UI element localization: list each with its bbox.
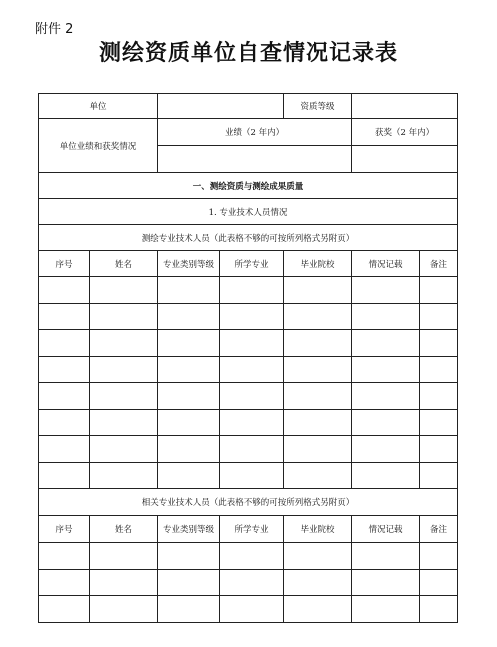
col-header: 毕业院校: [284, 251, 352, 277]
table-cell[interactable]: [284, 277, 352, 304]
table-cell[interactable]: [39, 277, 90, 304]
grade-label: 资质等级: [284, 94, 352, 119]
table-row: [39, 330, 458, 357]
table-cell[interactable]: [420, 356, 458, 383]
table-cell[interactable]: [158, 543, 220, 570]
table-cell[interactable]: [158, 462, 220, 489]
table-cell[interactable]: [158, 303, 220, 330]
table-cell[interactable]: [284, 436, 352, 463]
table-cell[interactable]: [420, 409, 458, 436]
table-cell[interactable]: [420, 383, 458, 410]
table-cell[interactable]: [39, 543, 90, 570]
table-cell[interactable]: [220, 462, 284, 489]
table-cell[interactable]: [39, 383, 90, 410]
table-cell[interactable]: [220, 277, 284, 304]
table-cell[interactable]: [284, 596, 352, 623]
table-cell[interactable]: [90, 356, 158, 383]
table-cell[interactable]: [39, 409, 90, 436]
unit-value-cell[interactable]: [158, 94, 284, 119]
table-row: [39, 462, 458, 489]
related-staff-rows: [39, 543, 458, 623]
col-header: 序号: [39, 251, 90, 277]
table-cell[interactable]: [352, 543, 420, 570]
col-header: 专业类别等级: [158, 516, 220, 543]
table-cell[interactable]: [158, 330, 220, 357]
table-cell[interactable]: [158, 277, 220, 304]
table-cell[interactable]: [284, 303, 352, 330]
col-header: 序号: [39, 516, 90, 543]
table-cell[interactable]: [90, 569, 158, 596]
table-cell[interactable]: [220, 409, 284, 436]
section-one-title: 一、测绘资质与测绘成果质量: [39, 173, 458, 199]
col-header: 情况记载: [352, 251, 420, 277]
table-cell[interactable]: [158, 383, 220, 410]
table-cell[interactable]: [352, 277, 420, 304]
table-cell[interactable]: [284, 462, 352, 489]
table-cell[interactable]: [420, 596, 458, 623]
table-cell[interactable]: [158, 569, 220, 596]
related-staff-caption: 相关专业技术人员（此表格不够的可按所列格式另附页）: [39, 489, 458, 516]
table-cell[interactable]: [39, 436, 90, 463]
table-cell[interactable]: [90, 409, 158, 436]
table-cell[interactable]: [420, 436, 458, 463]
table-cell[interactable]: [420, 303, 458, 330]
table-cell[interactable]: [220, 330, 284, 357]
col-header: 情况记载: [352, 516, 420, 543]
table-cell[interactable]: [220, 383, 284, 410]
self-check-form: [38, 93, 458, 623]
table-row: [39, 356, 458, 383]
table-cell[interactable]: [352, 596, 420, 623]
table-cell[interactable]: [220, 303, 284, 330]
survey-staff-rows: [39, 277, 458, 489]
table-cell[interactable]: [39, 303, 90, 330]
col-header: 所学专业: [220, 251, 284, 277]
performance-value-cell[interactable]: [158, 146, 352, 173]
table-cell[interactable]: [158, 409, 220, 436]
table-cell[interactable]: [284, 356, 352, 383]
col-header: 专业类别等级: [158, 251, 220, 277]
page-title: 测绘资质单位自查情况记录表: [98, 40, 398, 66]
table-row: [39, 277, 458, 304]
table-cell[interactable]: [284, 409, 352, 436]
table-cell[interactable]: [352, 383, 420, 410]
subsection-staff-title: 1. 专业技术人员情况: [39, 199, 458, 225]
table-row: [39, 543, 458, 570]
table-cell[interactable]: [352, 330, 420, 357]
col-header: 备注: [420, 251, 458, 277]
performance-label: 业绩（2 年内）: [158, 119, 352, 146]
table-cell[interactable]: [39, 356, 90, 383]
table-cell[interactable]: [158, 436, 220, 463]
col-header: 所学专业: [220, 516, 284, 543]
col-header: 备注: [420, 516, 458, 543]
table-cell[interactable]: [39, 462, 90, 489]
grade-value-cell[interactable]: [352, 94, 458, 119]
table-cell[interactable]: [158, 356, 220, 383]
col-header: 姓名: [90, 516, 158, 543]
table-cell[interactable]: [420, 330, 458, 357]
table-cell[interactable]: [90, 330, 158, 357]
table-cell[interactable]: [220, 436, 284, 463]
table-cell[interactable]: [220, 596, 284, 623]
table-cell[interactable]: [284, 383, 352, 410]
table-cell[interactable]: [420, 462, 458, 489]
table-cell[interactable]: [284, 330, 352, 357]
table-cell[interactable]: [90, 277, 158, 304]
table-cell[interactable]: [420, 277, 458, 304]
table-cell[interactable]: [220, 543, 284, 570]
table-row: [39, 303, 458, 330]
table-cell[interactable]: [90, 462, 158, 489]
table-row: [39, 383, 458, 410]
table-cell[interactable]: [420, 543, 458, 570]
table-cell[interactable]: [352, 436, 420, 463]
col-header: 姓名: [90, 251, 158, 277]
table-cell[interactable]: [352, 409, 420, 436]
table-cell[interactable]: [352, 569, 420, 596]
performance-row-label: 单位业绩和获奖情况: [39, 119, 158, 173]
table-cell[interactable]: [352, 356, 420, 383]
unit-label: 单位: [39, 94, 158, 119]
table-cell[interactable]: [90, 543, 158, 570]
survey-staff-caption: 测绘专业技术人员（此表格不够的可按所列格式另附页）: [39, 225, 458, 251]
table-cell[interactable]: [284, 569, 352, 596]
table-cell[interactable]: [420, 569, 458, 596]
award-value-cell[interactable]: [352, 146, 458, 173]
related-staff-header-row: [39, 516, 458, 543]
table-cell[interactable]: [39, 330, 90, 357]
table-cell[interactable]: [90, 303, 158, 330]
attachment-label: 附件 2: [35, 22, 74, 37]
table-cell[interactable]: [352, 462, 420, 489]
survey-staff-header-row: [39, 251, 458, 277]
table-cell[interactable]: [39, 596, 90, 623]
table-cell[interactable]: [220, 569, 284, 596]
col-header: 毕业院校: [284, 516, 352, 543]
table-cell[interactable]: [352, 303, 420, 330]
table-cell[interactable]: [90, 383, 158, 410]
table-row: [39, 409, 458, 436]
table-cell[interactable]: [158, 596, 220, 623]
table-cell[interactable]: [284, 543, 352, 570]
table-row: [39, 436, 458, 463]
table-cell[interactable]: [90, 596, 158, 623]
award-label: 获奖（2 年内）: [352, 119, 458, 146]
table-cell[interactable]: [220, 356, 284, 383]
table-row: [39, 569, 458, 596]
table-cell[interactable]: [90, 436, 158, 463]
table-cell[interactable]: [39, 569, 90, 596]
table-row: [39, 596, 458, 623]
